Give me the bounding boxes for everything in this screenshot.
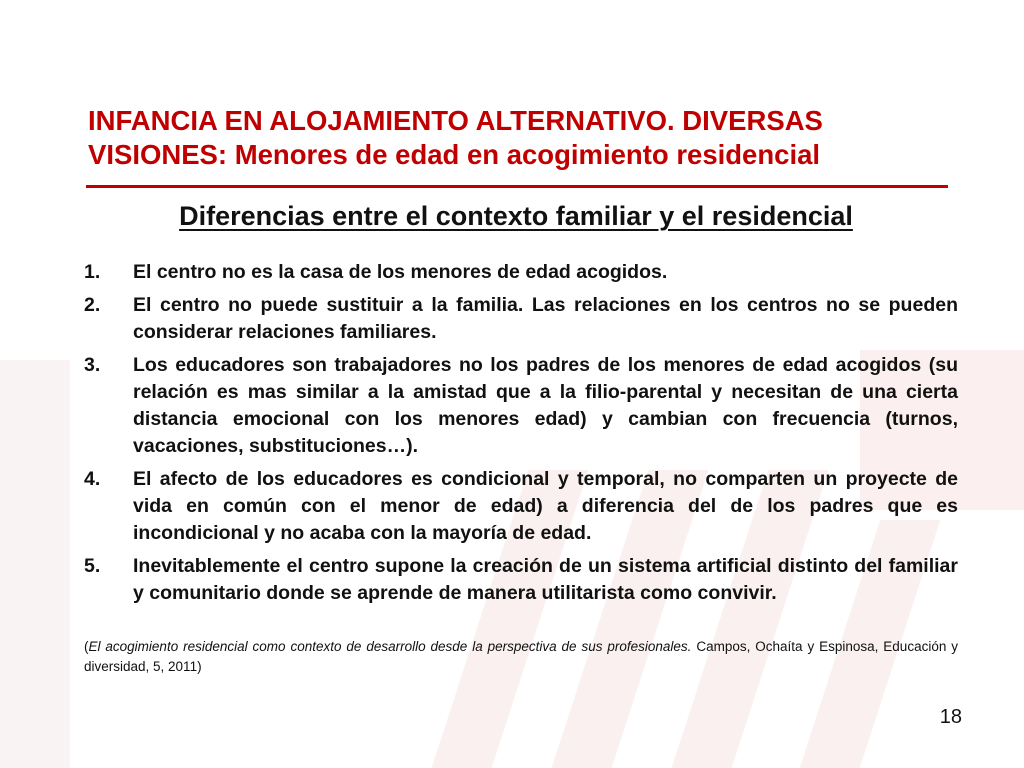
slide-title: INFANCIA EN ALOJAMIENTO ALTERNATIVO. DIVERSAS VISIONES: Menores de edad en acogimiento residencial (88, 105, 823, 170)
list-item-text: El centro no es la casa de los menores de edad acogidos. (133, 261, 668, 283)
slide-subtitle (0, 199, 1024, 233)
list-item-2 (84, 292, 958, 346)
list-item-text: Los educadores son trabajadores no los padres de los menores de edad acogidos (su relación es mas similar a la amistad que a la filio-parental y necesitan de una cierta distancia emocional con los menores edad) y cambian con frecuencia (turnos, vacaciones, substituciones…). (133, 354, 958, 457)
citation-authors: Campos, Ochaíta y Espinosa, Educación y diversidad, 5, 2011) (84, 639, 958, 674)
citation-open-paren: ( (84, 639, 89, 654)
list-item-number: 3. (84, 354, 101, 376)
citation-work-title: El acogimiento residencial como contexto de desarrollo desde la perspectiva de sus profesionales. (88, 639, 692, 654)
list-item-1 (84, 259, 958, 286)
list-item-3 (84, 352, 958, 460)
title-divider (86, 185, 948, 188)
list-item-number: 5. (84, 555, 101, 577)
list-item-number: 2. (84, 294, 101, 316)
list-item-4 (84, 466, 958, 547)
citation (84, 637, 958, 677)
list-item-text: El afecto de los educadores es condicional y temporal, no comparten un proyecte de vida en común con el menor de edad) a diferencia del de los padres que es incondicional y no acaba con la mayoría de edad. (133, 468, 958, 544)
subtitle-text: Diferencias entre el contexto familiar y el residencial (179, 201, 853, 231)
page-number: 18 (939, 706, 962, 728)
differences-list (84, 259, 958, 613)
watermark-block-left (0, 360, 70, 768)
list-item-text: Inevitablemente el centro supone la creación de un sistema artificial distinto del familiar y comunitario donde se aprende de manera utilitarista como convivir. (133, 555, 958, 604)
list-item-text: El centro no puede sustituir a la familia. Las relaciones en los centros no se pueden considerar relaciones familiares. (133, 294, 958, 343)
list-item-5 (84, 553, 958, 607)
list-item-number: 1. (84, 261, 101, 283)
list-item-number: 4. (84, 468, 101, 490)
